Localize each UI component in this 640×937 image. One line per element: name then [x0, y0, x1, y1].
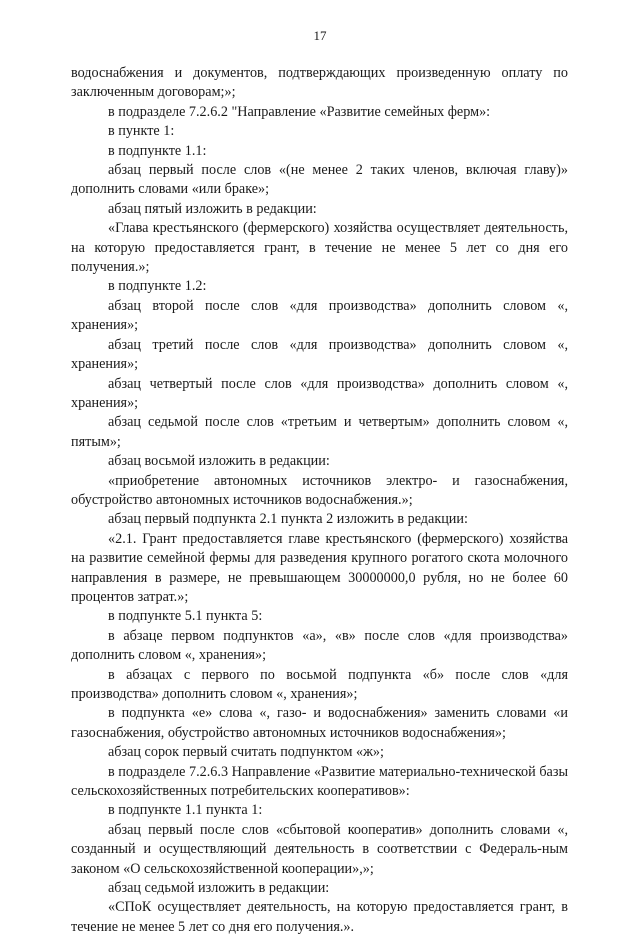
paragraph: абзац седьмой изложить в редакции:	[108, 880, 330, 897]
paragraph: в абзаце первом подпунктов «а», «в» после слов «для производства» дополнить словом «, хранения»;	[71, 627, 568, 664]
paragraph: в подразделе 7.2.6.3 Направление «Развитие материально-технической базы сельскохозяйственных потребительских кооперативов»:	[71, 763, 568, 800]
paragraph: абзац четвертый после слов «для производства» дополнить словом «, хранения»;	[71, 375, 568, 411]
document-body	[71, 64, 568, 937]
paragraph: в пункте 1:	[108, 123, 175, 140]
page-number: 17	[313, 28, 327, 43]
paragraph: в подпункте 1.1:	[108, 142, 207, 159]
paragraph: в абзацах с первого по восьмой подпункта «б» после слов «для производства» дополнить словом «, хранения»;	[71, 666, 568, 702]
paragraph: «Глава крестьянского (фермерского) хозяйства осуществляет деятельность, на которую предоставляется грант, в течение не менее 5 лет со дня его получения.»;	[71, 220, 568, 276]
paragraph: в подпункта «е» слова «, газо- и водоснабжения» заменить словами «и газоснабжения, обустройство автономных источников водоснабжения»;	[71, 705, 568, 741]
paragraph: в подпункте 1.1 пункта 1:	[108, 802, 263, 819]
paragraph: абзац сорок первый считать подпунктом «ж»;	[108, 744, 384, 761]
paragraph: абзац первый после слов «сбытовой кооператив» дополнить словами «, созданный и осуществляющий деятельность в соответствии с Федераль-ным законом «О сельскохозяйственной кооперации»,»;	[71, 821, 568, 877]
paragraph: «2.1. Грант предоставляется главе крестьянского (фермерского) хозяйства на развитие семейной фермы для разведения крупного рогатого скота молочного направления в размере, не превышающем 30000000,0 рубля, но не более 60 процентов затрат.»;	[71, 530, 568, 605]
paragraph: абзац первый подпункта 2.1 пункта 2 изложить в редакции:	[108, 511, 468, 528]
paragraph: в подразделе 7.2.6.2 "Направление «Развитие семейных ферм»:	[108, 103, 491, 120]
paragraph: абзац седьмой после слов «третьим и четвертым» дополнить словом «, пятым»;	[71, 414, 568, 450]
paragraph: водоснабжения и документов, подтверждающих произведенную оплату по заключенным договорам;»;	[71, 65, 568, 101]
paragraph: «СПоК осуществляет деятельность, на которую предоставляется грант, в течение не менее 5 лет со дня его получения.».	[71, 899, 568, 935]
paragraph: абзац первый после слов «(не менее 2 таких членов, включая главу)» дополнить словами «или браке»;	[71, 162, 568, 198]
paragraph: в подпункте 5.1 пункта 5:	[108, 608, 263, 625]
paragraph: «приобретение автономных источников электро- и газоснабжения, обустройство автономных источников водоснабжения.»;	[71, 472, 568, 508]
paragraph: абзац пятый изложить в редакции:	[108, 200, 317, 217]
paragraph: в подпункте 1.2:	[108, 278, 207, 295]
paragraph: абзац третий после слов «для производства» дополнить словом «, хранения»;	[71, 336, 568, 373]
paragraph: абзац второй после слов «для производства» дополнить словом «, хранения»;	[71, 297, 568, 334]
paragraph: абзац восьмой изложить в редакции:	[108, 453, 330, 470]
